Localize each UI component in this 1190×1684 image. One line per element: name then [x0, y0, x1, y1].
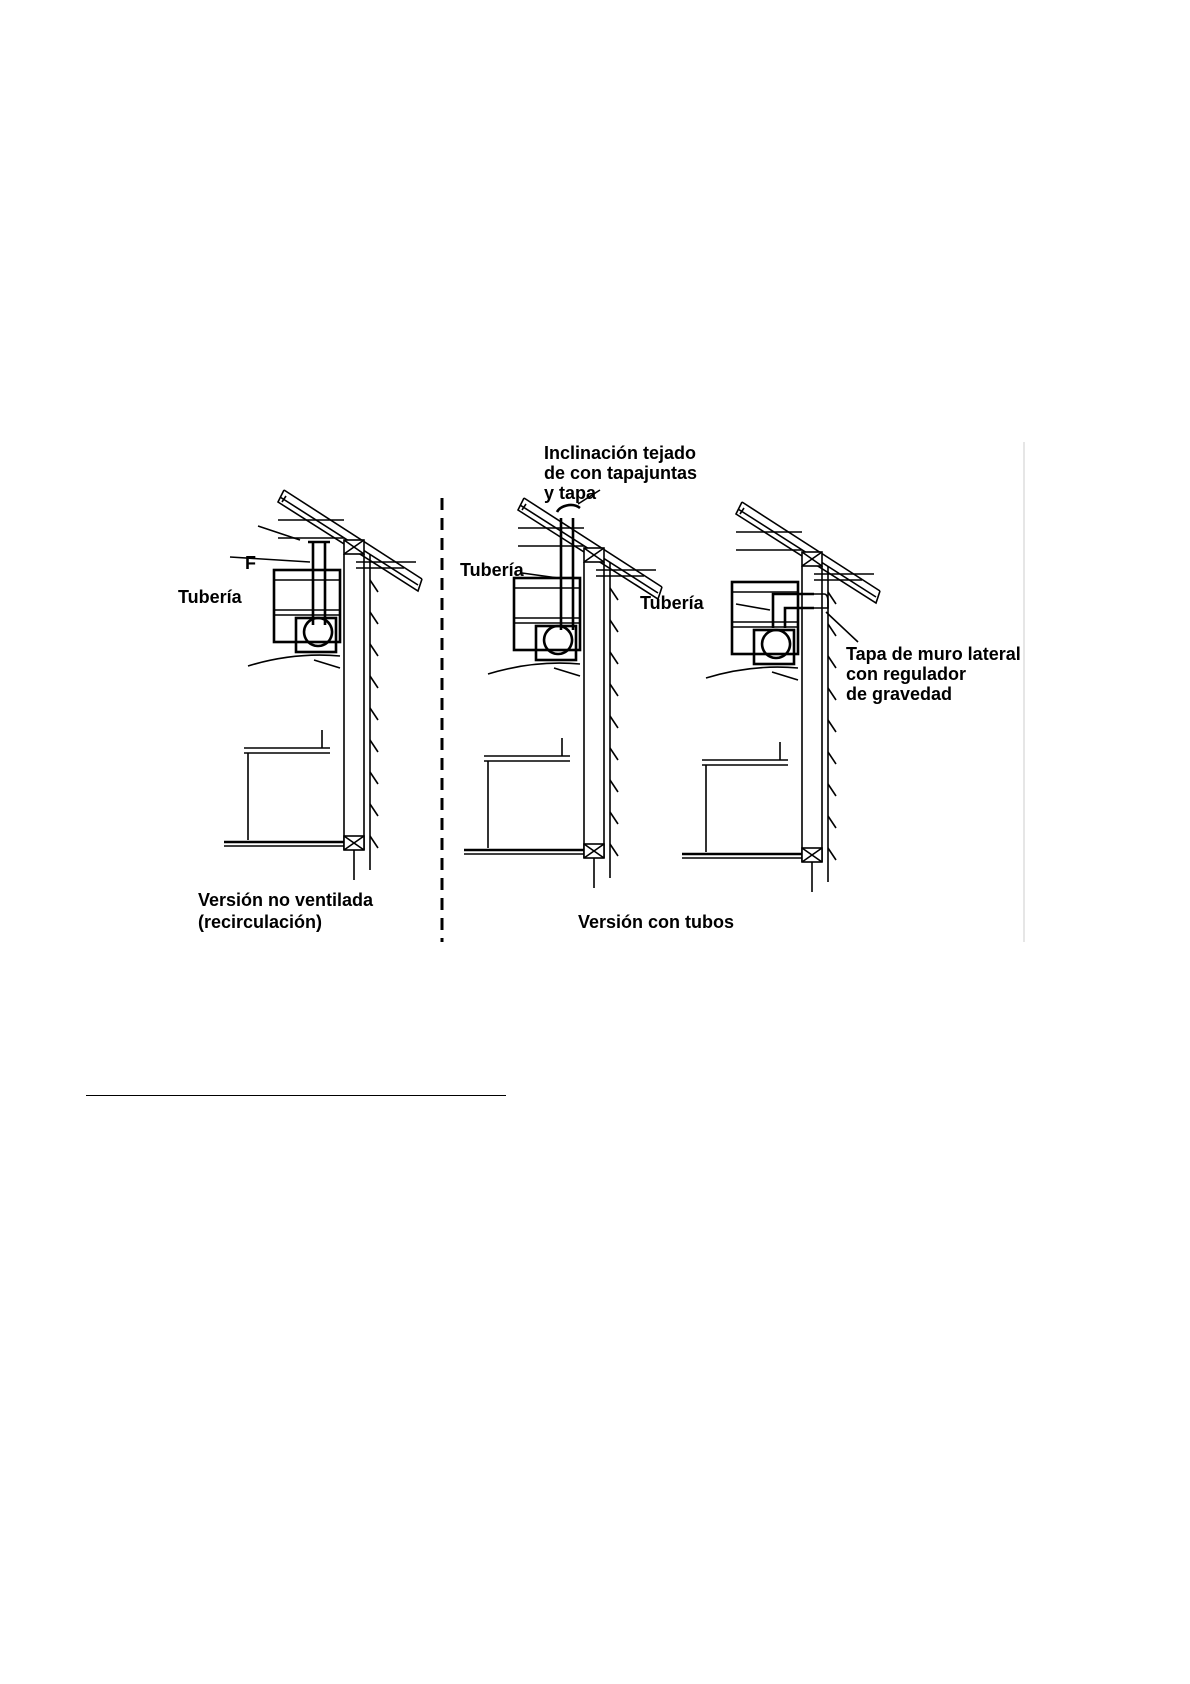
roof-callout-3: y tapa: [544, 483, 597, 503]
caption-unvented-2: (recirculación): [198, 912, 323, 932]
footnote-separator: [86, 1095, 506, 1096]
wall-callout-2: con regulador: [846, 664, 967, 684]
roof-callout-1: Inclinación tejado: [544, 443, 697, 463]
leader-duct-1: [230, 557, 310, 562]
wall-duct: [773, 594, 814, 628]
recirculation-duct: [308, 542, 330, 625]
label-f: F: [245, 553, 256, 573]
panel-unvented: [224, 490, 422, 880]
roof-callout-2: de con tapajuntas: [544, 463, 698, 483]
wall-callout-1: Tapa de muro lateral: [846, 644, 1021, 664]
panel-roof-ducted: [464, 490, 662, 888]
label-duct-3: Tubería: [640, 593, 704, 613]
caption-unvented-1: Versión no ventilada: [198, 890, 374, 910]
leader-duct-3: [736, 604, 770, 610]
caption-ducted: Versión con tubos: [578, 912, 735, 932]
wall-cap: [814, 594, 828, 608]
wall-callout-3: de gravedad: [846, 684, 953, 704]
roof-duct: [557, 505, 580, 630]
label-duct-2: Tubería: [460, 560, 524, 580]
label-duct-1: Tubería: [178, 587, 242, 607]
